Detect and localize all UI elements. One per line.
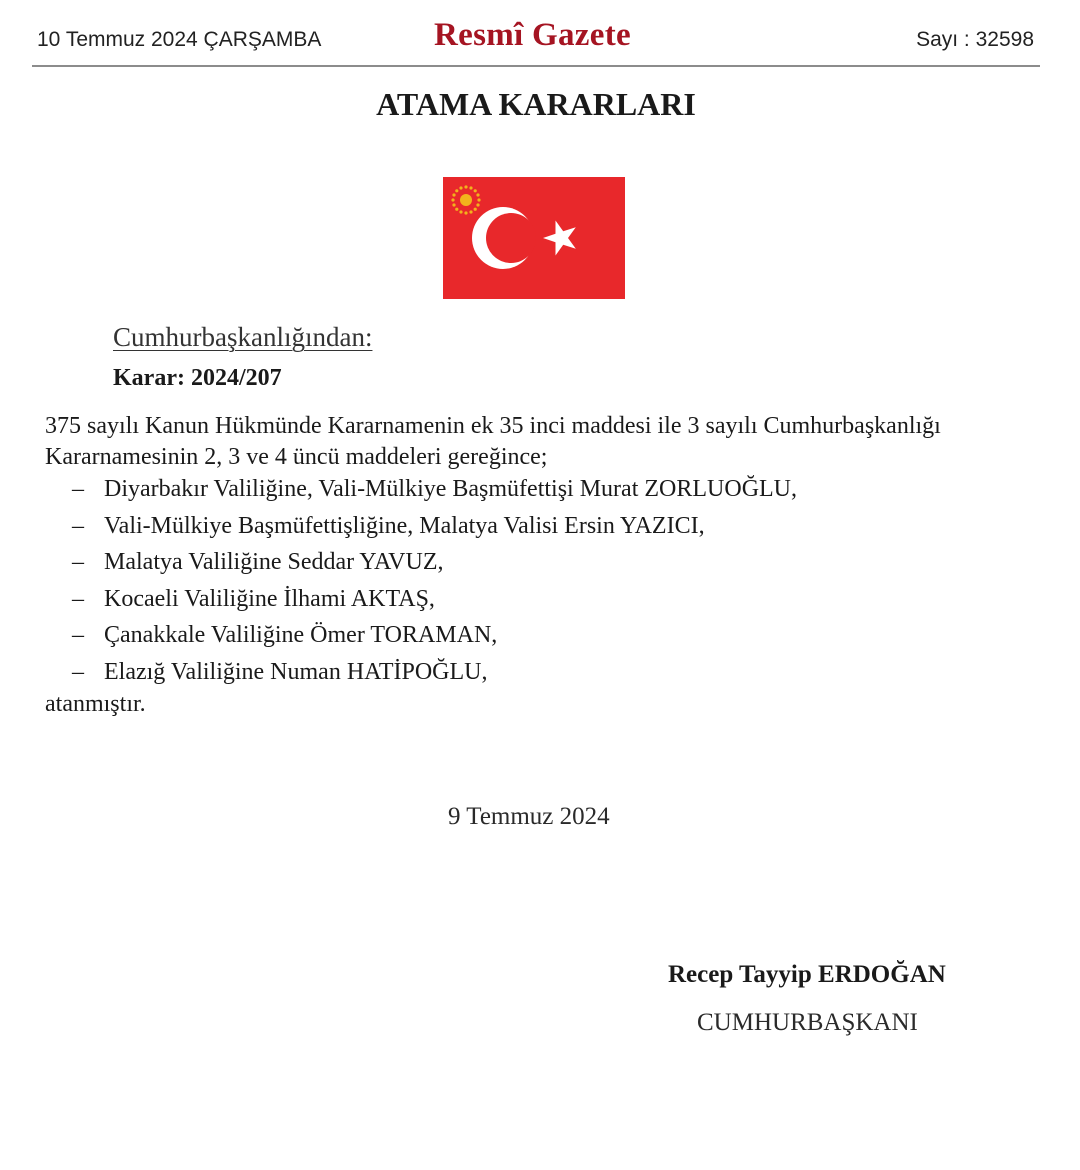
section-title: ATAMA KARARLARI (376, 86, 696, 122)
appointment-list (72, 474, 797, 694)
list-item (72, 620, 797, 657)
appointment-text: Elazığ Valiliğine Numan HATİPOĞLU, (104, 658, 488, 685)
appointment-text: Diyarbakır Valiliğine, Vali-Mülkiye Başmüfettişi Murat ZORLUOĞLU, (104, 476, 798, 502)
dash-bullet: – (72, 585, 84, 612)
issuer-heading: Cumhurbaşkanlığından: (113, 322, 373, 352)
turkish-flag-icon (443, 177, 625, 299)
list-item (72, 657, 797, 694)
list-item (72, 547, 797, 584)
appointment-text: Kocaeli Valiliğine İlhami AKTAŞ, (104, 585, 435, 612)
signature-date: 9 Temmuz 2024 (448, 803, 610, 830)
signer-title: CUMHURBAŞKANI (697, 1009, 918, 1036)
publication-date: 10 Temmuz 2024 ÇARŞAMBA (37, 28, 322, 51)
decision-number: Karar: 2024/207 (113, 365, 282, 391)
gazette-header (32, 0, 1040, 66)
closing-text: atanmıştır. (45, 691, 146, 717)
dash-bullet: – (72, 658, 84, 685)
header-divider (32, 65, 1040, 67)
appointment-text: Çanakkale Valiliğine Ömer TORAMAN, (104, 622, 498, 649)
issue-number: Sayı : 32598 (916, 28, 1034, 51)
list-item (72, 474, 797, 511)
signer-name: Recep Tayyip ERDOĞAN (668, 961, 946, 988)
appointment-text: Vali-Mülkiye Başmüfettişliğine, Malatya Valisi Ersin YAZICI, (104, 512, 705, 539)
list-item (72, 584, 797, 621)
dash-bullet: – (72, 512, 84, 539)
dash-bullet: – (72, 476, 84, 502)
list-item (72, 511, 797, 548)
dash-bullet: – (72, 549, 84, 576)
publication-title: Resmî Gazete (434, 17, 631, 53)
preamble-paragraph: 375 sayılı Kanun Hükmünde Kararnamenin ek 35 inci maddesi ile 3 sayılı Cumhurbaşkanlığı Kararnamesinin 2, 3 ve 4 üncü maddeleri gereğince; (45, 413, 941, 470)
dash-bullet: – (72, 622, 84, 649)
appointment-text: Malatya Valiliğine Seddar YAVUZ, (104, 549, 444, 576)
